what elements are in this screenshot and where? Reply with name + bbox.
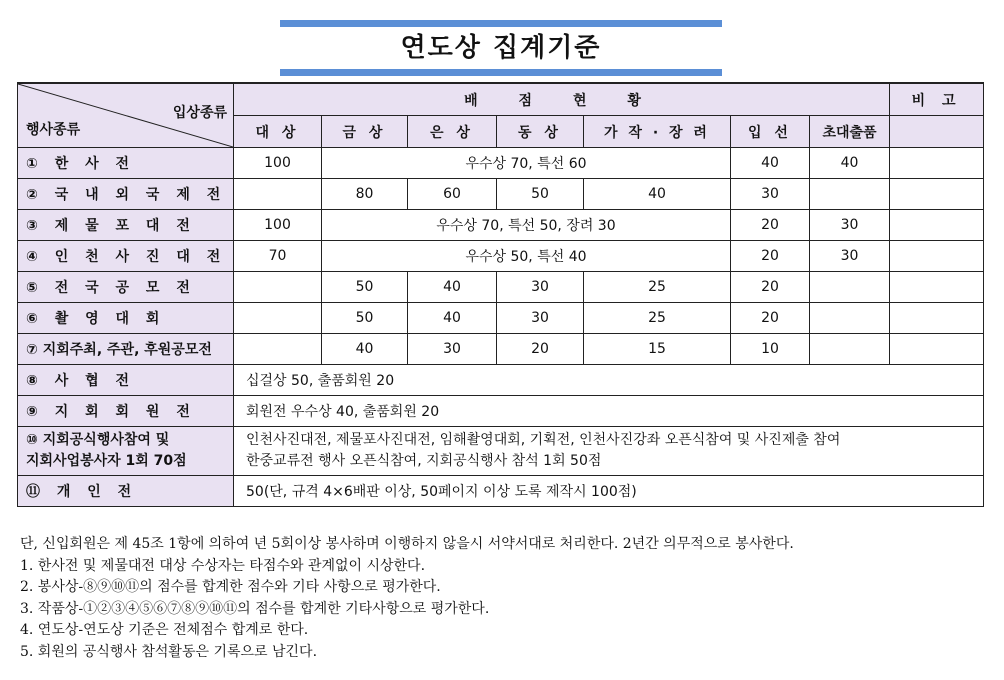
cell-dong: 30	[497, 272, 584, 303]
cell-remark	[890, 210, 984, 241]
note-line: 3. 작품상-①②③④⑤⑥⑦⑧⑨⑩⑪의 점수를 합계한 기타사항으로 평가한다.	[20, 600, 490, 617]
cell-ipsun: 20	[731, 241, 810, 272]
award-col-label: 입상종류	[172, 105, 227, 121]
cell-ipsun: 20	[731, 303, 810, 334]
row-label: ⑦ 지회주최, 주관, 후원공모전	[18, 334, 234, 365]
cell-daesang	[234, 272, 322, 303]
row-label: ② 국 내 외 국 제 전	[18, 179, 234, 210]
row-label: ⑧ 사 협 전	[18, 365, 234, 396]
table-row	[18, 241, 984, 272]
cell-geum: 40	[322, 334, 408, 365]
row-label	[18, 427, 234, 476]
cell-remark	[890, 241, 984, 272]
score-group-header: 배 점 현 황	[234, 83, 890, 116]
cell-text-line2: 한중교류전 행사 오픈식참여, 지회공식행사 참석 1회 50점	[246, 453, 602, 469]
table-row	[18, 365, 984, 396]
row-label: ⑤ 전 국 공 모 전	[18, 272, 234, 303]
note-line: 5. 회원의 공식행사 참석활동은 기록으로 남긴다.	[20, 643, 318, 660]
cell-chodae: 30	[810, 241, 890, 272]
cell-geum: 50	[322, 272, 408, 303]
cell-daesang	[234, 334, 322, 365]
cell-remark	[890, 272, 984, 303]
cell-dong: 20	[497, 334, 584, 365]
title-block	[280, 20, 722, 76]
cell-remark	[890, 334, 984, 365]
cell-remark	[890, 179, 984, 210]
cell-remark	[890, 148, 984, 179]
row-label: ③ 제 물 포 대 전	[18, 210, 234, 241]
cell-ipsun: 20	[731, 272, 810, 303]
col-daesang: 대 상	[234, 116, 322, 148]
title-top-bar	[280, 20, 722, 27]
cell-ipsun: 30	[731, 179, 810, 210]
title-bottom-bar	[280, 69, 722, 76]
cell-chodae	[810, 303, 890, 334]
cell-gajak: 15	[584, 334, 731, 365]
cell-chodae: 40	[810, 148, 890, 179]
table-row	[18, 179, 984, 210]
cell-dong: 30	[497, 303, 584, 334]
col-ipsun: 입 선	[731, 116, 810, 148]
cell-chodae: 30	[810, 210, 890, 241]
col-geumsang: 금 상	[322, 116, 408, 148]
col-chodae: 초대출품	[810, 116, 890, 148]
cell-chodae	[810, 272, 890, 303]
cell-gajak: 40	[584, 179, 731, 210]
cell-dong: 50	[497, 179, 584, 210]
cell-gajak: 25	[584, 303, 731, 334]
cell-daesang	[234, 179, 322, 210]
row-label: ⑥ 촬 영 대 회	[18, 303, 234, 334]
col-eunsang: 은 상	[408, 116, 497, 148]
remark-empty	[890, 116, 984, 148]
cell-gajak: 25	[584, 272, 731, 303]
table-row	[18, 396, 984, 427]
header-row-1	[18, 83, 984, 116]
header-diagonal-cell	[18, 83, 234, 148]
row-label: ④ 인 천 사 진 대 전	[18, 241, 234, 272]
note-line: 4. 연도상-연도상 기준은 전체점수 합계로 한다.	[20, 622, 309, 638]
cell-merged: 우수상 70, 특선 60	[322, 148, 731, 179]
cell-daesang: 70	[234, 241, 322, 272]
note-line: 2. 봉사상-⑧⑨⑩⑪의 점수를 합계한 점수와 기타 사항으로 평가한다.	[20, 579, 441, 595]
row-label: ⑪ 개 인 전	[18, 476, 234, 507]
cell-eun: 40	[408, 272, 497, 303]
table-row	[18, 427, 984, 476]
cell-eun: 60	[408, 179, 497, 210]
note-line: 1. 한사전 및 제물대전 대상 수상자는 타점수와 관계없이 시상한다.	[20, 557, 426, 574]
table-row	[18, 334, 984, 365]
table-row	[18, 476, 984, 507]
col-gajak: 가 작 · 장 려	[584, 116, 731, 148]
cell-merged: 우수상 50, 특선 40	[322, 241, 731, 272]
cell-text: 회원전 우수상 40, 출품회원 20	[234, 396, 984, 427]
remark-header: 비 고	[890, 83, 984, 116]
table-row	[18, 272, 984, 303]
cell-ipsun: 20	[731, 210, 810, 241]
col-dongsang: 동 상	[497, 116, 584, 148]
row-label: ⑨ 지 회 회 원 전	[18, 396, 234, 427]
table-row	[18, 303, 984, 334]
row-label-line1: ⑩ 지회공식행사참여 및	[26, 432, 170, 448]
cell-chodae	[810, 179, 890, 210]
cell-ipsun: 10	[731, 334, 810, 365]
cell-chodae	[810, 334, 890, 365]
cell-eun: 30	[408, 334, 497, 365]
table-row	[18, 210, 984, 241]
cell-text: 십걸상 50, 출품회원 20	[234, 365, 984, 396]
cell-ipsun: 40	[731, 148, 810, 179]
row-col-label: 행사종류	[26, 122, 81, 138]
cell-text-line1: 인천사진대전, 제물포사진대전, 임해촬영대회, 기획전, 인천사진강좌 오픈식참여 및 사진제출 참여	[246, 432, 841, 448]
table-row	[18, 148, 984, 179]
cell-daesang	[234, 303, 322, 334]
cell-text	[234, 427, 984, 476]
score-table	[17, 82, 984, 507]
cell-merged: 우수상 70, 특선 50, 장려 30	[322, 210, 731, 241]
cell-eun: 40	[408, 303, 497, 334]
cell-text: 50(단, 규격 4×6배판 이상, 50페이지 이상 도록 제작시 100점)	[234, 476, 984, 507]
notes-block	[20, 534, 990, 663]
note-line: 단, 신입회원은 제 45조 1항에 의하여 년 5회이상 봉사하며 이행하지 않을시 서약서대로 처리한다. 2년간 의무적으로 봉사한다.	[20, 536, 794, 552]
cell-remark	[890, 303, 984, 334]
page-title: 연도상 집계기준	[400, 33, 602, 63]
cell-geum: 50	[322, 303, 408, 334]
row-label-line2: 지회사업봉사자 1회 70점	[26, 453, 187, 469]
cell-geum: 80	[322, 179, 408, 210]
cell-daesang: 100	[234, 148, 322, 179]
row-label: ① 한 사 전	[18, 148, 234, 179]
cell-daesang: 100	[234, 210, 322, 241]
